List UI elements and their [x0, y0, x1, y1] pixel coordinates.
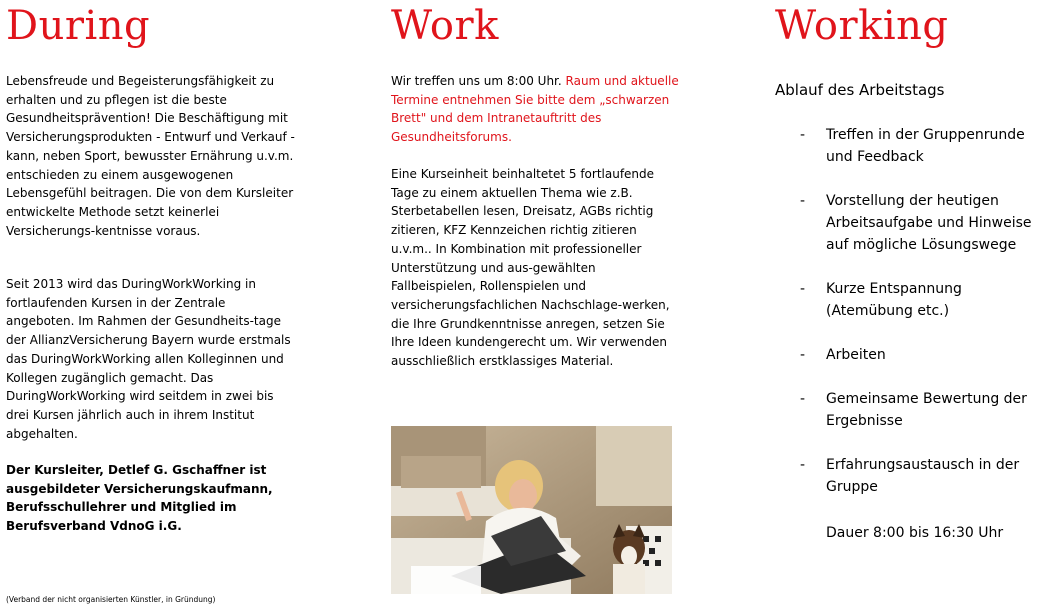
agenda-item-text: Kurze Entspannung (Atemübung etc.) — [826, 281, 962, 319]
during-paragraph-2: Seit 2013 wird das DuringWorkWorking in fortlaufenden Kursen in der Zentrale angeboten. Im Rahmen der Gesundheits-tage der AllianzVersicherung Bayern wurde erstmals das DuringWorkWorking allen Kolleginnen und Kollegen zugänglich gemacht. Das DuringWorkWorking wird seitdem in zwei bis drei Kursen jährlich auch in ihrem Institut abgehalten. — [6, 277, 291, 441]
bullet-dash: - — [800, 193, 806, 209]
during-paragraph-1: Lebensfreude und Begeisterungsfähigkeit zu erhalten und zu pflegen ist die beste Gesundheitsprävention! Die Beschäftigung mit Versicherungsprodukten - Entwurf und Verkauf - kann, neben Sport, bewusster Ernährung u.v.m. entschieden zu einem ausgewogenen Lebensgefühl beitragen. Die von dem Kursleiter entwickelte Methode setzt keinerlei Versicherungs-kentnisse voraus. — [6, 74, 295, 238]
heading-work: Work — [391, 3, 499, 49]
agenda-item — [775, 454, 1048, 498]
bullet-dash: - — [800, 347, 806, 363]
work-paragraph-2: Eine Kurseinheit beinhaltetet 5 fortlaufende Tage zu einem aktuellen Thema wie z.B. Sterbetabellen lesen, Dreisatz, AGBs richtig zitieren, KFZ Kennzeichen richtig zitieren u.v.m.. In Kombination mit professioneller Unterstützung und aus-gewählten Fallbeispielen, Rollenspielen und versicherungsfachlichen Nachschlage-werken, die Ihre Grundkenntnisse anregen, setzen Sie Ihre Ideen kundengerecht um. Wir verwenden ausschließlich erstklassiges Material. — [391, 167, 670, 369]
work-intro — [391, 72, 681, 147]
bullet-dash: - — [800, 457, 806, 473]
bullet-dash: - — [800, 281, 806, 297]
photo-woman-laptop-dog — [391, 426, 672, 594]
agenda-item — [775, 388, 1048, 432]
agenda-item — [775, 344, 1048, 366]
heading-working: Working — [775, 3, 949, 49]
instructor-paragraph: Der Kursleiter, Detlef G. Gschaffner ist ausgebildeter Versicherungskaufmann, Berufsschullehrer und Mitglied im Berufsverband VdnoG i.G. — [6, 463, 273, 534]
photo-illustration — [391, 426, 672, 594]
agenda-item — [775, 278, 1048, 322]
meeting-time-text: Wir treffen uns um 8:00 Uhr. — [391, 74, 566, 88]
duration-text: Dauer 8:00 bis 16:30 Uhr — [826, 525, 1004, 541]
agenda-item-text: Gemeinsame Bewertung der Ergebnisse — [826, 391, 1027, 429]
footnote: (Verband der nicht organisierten Künstler, in Gründung) — [6, 594, 216, 604]
heading-during: During — [6, 3, 151, 49]
bullet-dash: - — [800, 391, 806, 407]
room-info-text: Raum und aktuelle Termine entnehmen Sie bitte dem „schwarzen Brett" und dem Intranetauftritt des Gesundheitsforums. — [391, 74, 679, 145]
agenda-item — [775, 124, 1048, 168]
agenda-title: Ablauf des Arbeitstags — [775, 81, 945, 99]
agenda-item-text: Treffen in der Gruppenrunde und Feedback — [826, 127, 1025, 165]
agenda-list — [775, 124, 1048, 520]
bullet-dash: - — [800, 127, 806, 143]
agenda-item — [775, 190, 1048, 256]
agenda-item-text: Vorstellung der heutigen Arbeitsaufgabe und Hinweise auf mögliche Lösungswege — [826, 193, 1032, 253]
agenda-item-text: Erfahrungsaustausch in der Gruppe — [826, 457, 1020, 495]
agenda-item-text: Arbeiten — [826, 347, 886, 363]
